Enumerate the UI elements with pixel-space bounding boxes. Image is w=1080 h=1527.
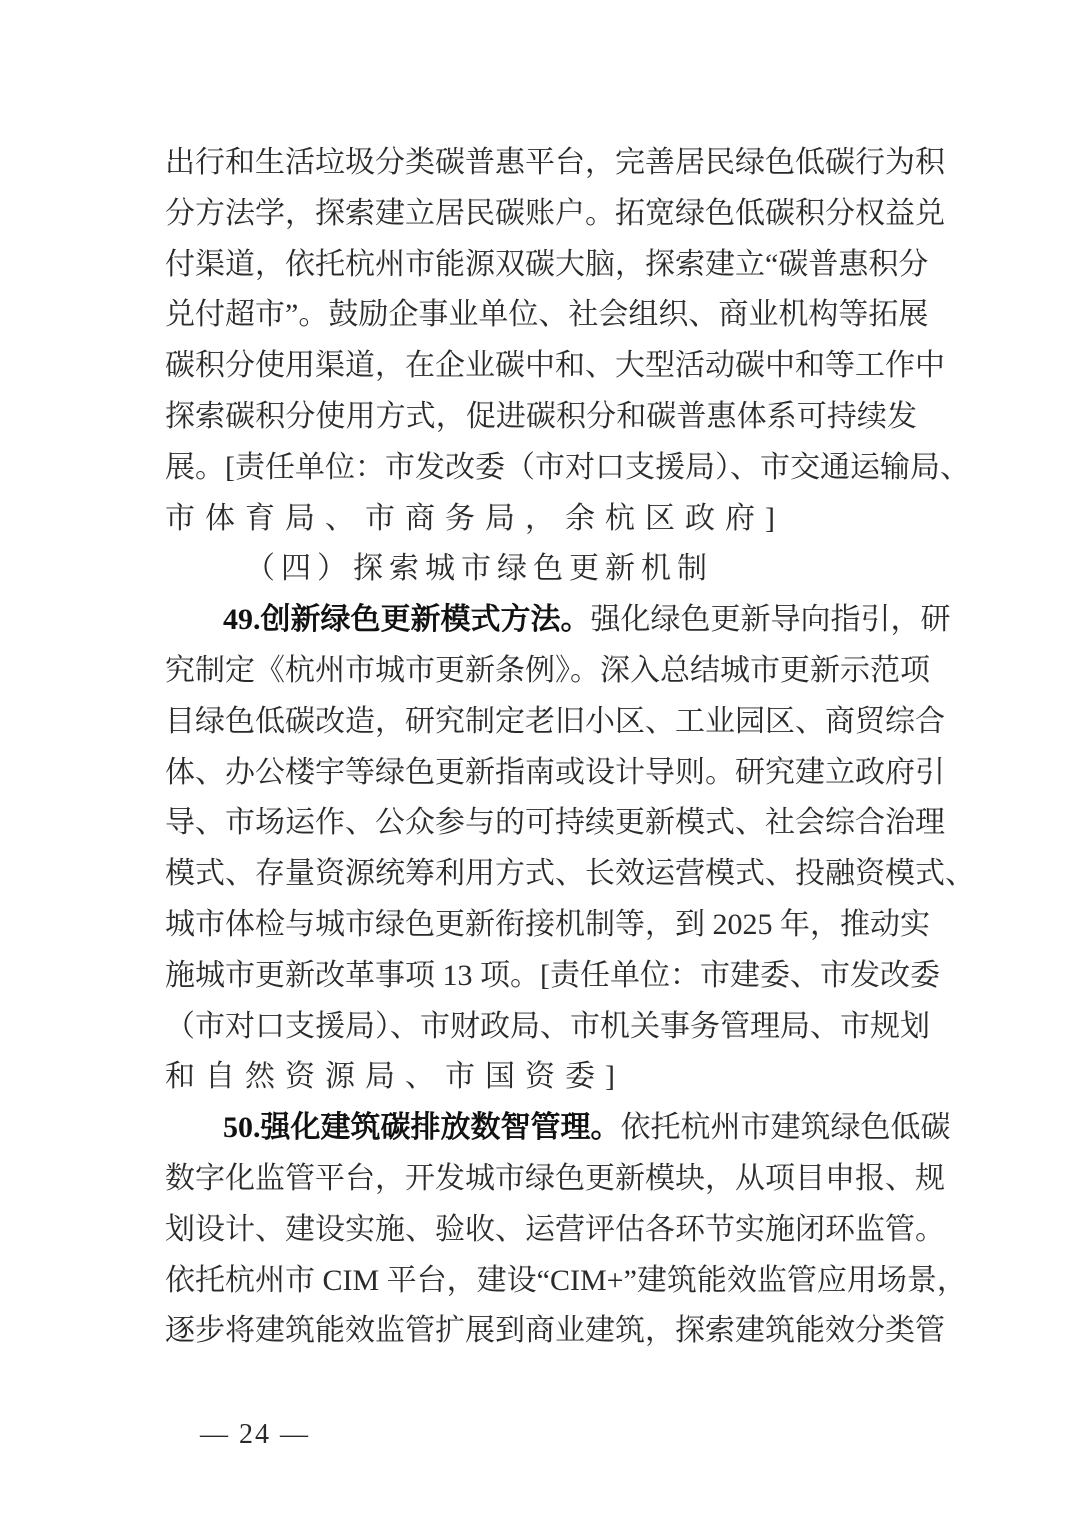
text-line: 分方法学，探索建立居民碳账户。拓宽绿色低碳积分权益兑 — [165, 196, 945, 230]
text-line: 模式、存量资源统筹利用方式、长效运营模式、投融资模式、 — [165, 857, 975, 891]
text-line: 施城市更新改革事项 13 项。[责任单位：市建委、市发改委 — [165, 958, 940, 992]
text-line: 数字化监管平台，开发城市绿色更新模块，从项目申报、规 — [165, 1161, 945, 1195]
section-heading: （四）探索城市绿色更新机制 — [245, 552, 713, 586]
text-line: 城市体检与城市绿色更新衔接机制等，到 2025 年，推动实 — [165, 907, 930, 941]
text-line: 划设计、建设实施、验收、运营评估各环节实施闭环监管。 — [165, 1212, 945, 1246]
text-line: 碳积分使用渠道，在企业碳中和、大型活动碳中和等工作中 — [165, 349, 945, 383]
text-line: 逐步将建筑能效监管扩展到商业建筑，探索建筑能效分类管 — [165, 1314, 945, 1348]
text-line: 究制定《杭州市城市更新条例》。深入总结城市更新示范项 — [165, 653, 930, 687]
item-50-first-line — [165, 1103, 951, 1154]
document-body — [165, 138, 975, 1357]
text-line: 市体育局、市商务局，余杭区政府] — [165, 501, 785, 535]
text-line: 和自然资源局、市国资委] — [165, 1060, 625, 1094]
item-49-title: 49.创新绿色更新模式方法。 — [223, 603, 591, 637]
text-line: 展。[责任单位：市发改委（市对口支援局）、市交通运输局、 — [165, 450, 970, 484]
text-line: 兑付超市”。鼓励企事业单位、社会组织、商业机构等拓展 — [165, 298, 929, 332]
text-line: 导、市场运作、公众参与的可持续更新模式、社会综合治理 — [165, 806, 945, 840]
text-line: 探索碳积分使用方式，促进碳积分和碳普惠体系可持续发 — [165, 399, 917, 433]
page-number: — 24 — — [200, 1419, 310, 1450]
text-line: （市对口支援局）、市财政局、市机关事务管理局、市规划 — [165, 1009, 930, 1043]
text-line: 依托杭州市 CIM 平台，建设“CIM+”建筑能效监管应用场景， — [165, 1263, 967, 1297]
item-50-title: 50.强化建筑碳排放数智管理。 — [223, 1111, 621, 1145]
item-49-first-line — [165, 595, 951, 646]
text-line: 目绿色低碳改造，研究制定老旧小区、工业园区、商贸综合 — [165, 704, 945, 738]
text-segment: 依托杭州市建筑绿色低碳 — [620, 1111, 951, 1145]
text-line: 付渠道，依托杭州市能源双碳大脑，探索建立“碳普惠积分 — [165, 247, 929, 281]
text-segment: 强化绿色更新导向指引，研 — [590, 603, 951, 637]
text-line: 体、办公楼宇等绿色更新指南或设计导则。研究建立政府引 — [165, 755, 945, 789]
text-line: 出行和生活垃圾分类碳普惠平台，完善居民绿色低碳行为积 — [165, 146, 945, 179]
